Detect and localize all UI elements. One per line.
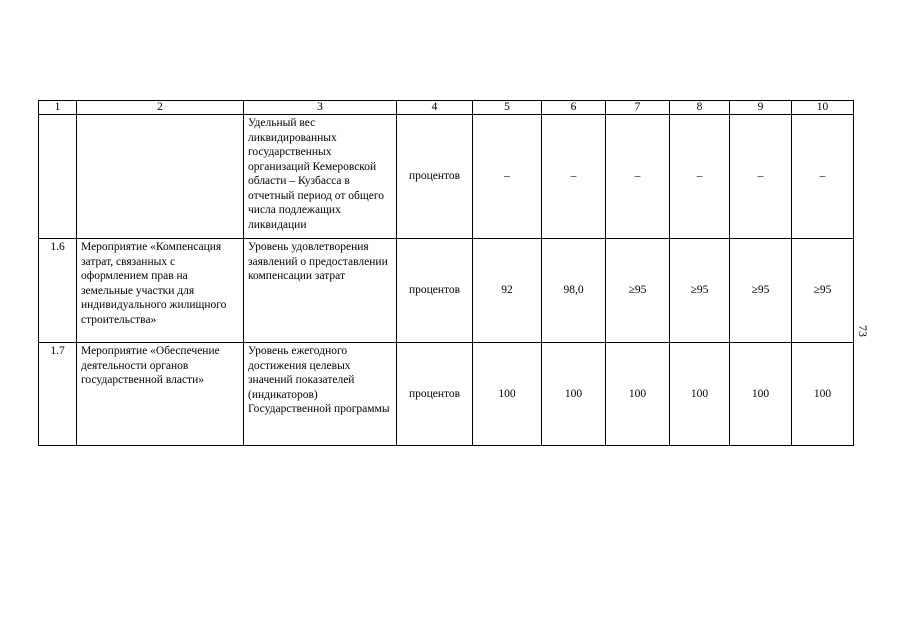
value-cell: – (792, 115, 854, 239)
value-cell: – (542, 115, 606, 239)
header-cell: 5 (473, 101, 542, 115)
value-cell: ≥95 (792, 239, 854, 343)
value-cell: 98,0 (542, 239, 606, 343)
header-cell: 7 (606, 101, 670, 115)
value-cell: ≥95 (606, 239, 670, 343)
row-number: 1.6 (39, 239, 77, 343)
header-cell: 4 (397, 101, 473, 115)
table-row (39, 343, 854, 446)
value-cell: – (606, 115, 670, 239)
header-cell: 3 (244, 101, 397, 115)
unit-cell: процентов (397, 239, 473, 343)
indicators-table (38, 100, 854, 446)
value-cell: ≥95 (730, 239, 792, 343)
header-cell: 2 (77, 101, 244, 115)
value-cell: 100 (473, 343, 542, 446)
row-number: 1.7 (39, 343, 77, 446)
table-row (39, 239, 854, 343)
header-row (39, 101, 854, 115)
page-number: 73 (856, 325, 870, 337)
value-cell: 100 (542, 343, 606, 446)
value-cell: – (670, 115, 730, 239)
value-cell: – (473, 115, 542, 239)
value-cell: ≥95 (670, 239, 730, 343)
value-cell: 100 (670, 343, 730, 446)
row-number (39, 115, 77, 239)
table-row (39, 115, 854, 239)
measure-name (77, 115, 244, 239)
unit-cell: процентов (397, 115, 473, 239)
header-cell: 8 (670, 101, 730, 115)
indicator-name: Удельный вес ликвидированных государственных организаций Кемеровской области – Кузбасса в отчетный период от общего числа подлежащих ликвидации (244, 115, 397, 239)
value-cell: 92 (473, 239, 542, 343)
header-cell: 1 (39, 101, 77, 115)
indicator-name: Уровень удовлетворения заявлений о предоставлении компенсации затрат (244, 239, 397, 343)
measure-name: Мероприятие «Компенсация затрат, связанных с оформлением прав на земельные участки для индивидуального жилищного строительства» (77, 239, 244, 343)
value-cell: 100 (730, 343, 792, 446)
unit-cell: процентов (397, 343, 473, 446)
value-cell: – (730, 115, 792, 239)
measure-name: Мероприятие «Обеспечение деятельности органов государственной власти» (77, 343, 244, 446)
value-cell: 100 (606, 343, 670, 446)
header-cell: 6 (542, 101, 606, 115)
indicator-name: Уровень ежегодного достижения целевых значений показателей (индикаторов) Государственной программы (244, 343, 397, 446)
header-cell: 9 (730, 101, 792, 115)
header-cell: 10 (792, 101, 854, 115)
value-cell: 100 (792, 343, 854, 446)
